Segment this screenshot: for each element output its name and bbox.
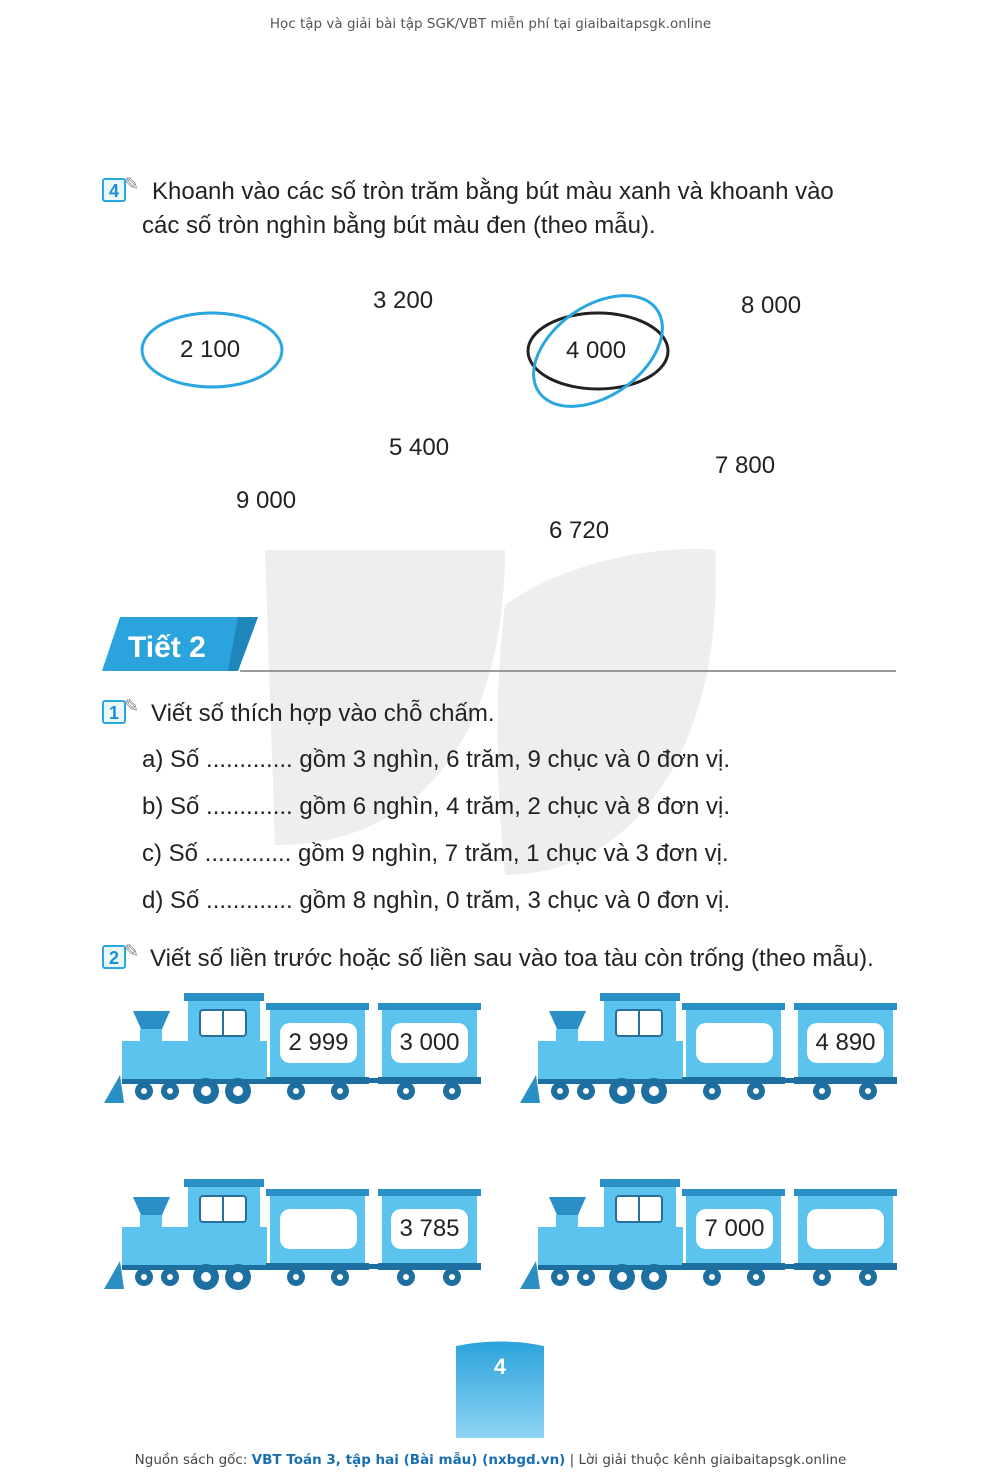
exercise-1-title: Viết số thích hợp vào chỗ chấm. [151, 700, 495, 727]
footer-suffix: | Lời giải thuộc kênh giaibaitapsgk.online [565, 1452, 847, 1468]
train-car-1-number [696, 1023, 773, 1063]
number-4000: 4 000 [566, 337, 627, 364]
exercise-2-title: Viết số liền trước hoặc số liền sau vào toa tàu còn trống (theo mẫu). [150, 945, 874, 972]
exercise-1-number-icon: 1 [102, 700, 126, 724]
pencil-icon: ✎ [124, 941, 140, 961]
train [100, 1179, 485, 1294]
number-3200: 3 200 [373, 287, 434, 314]
train [100, 993, 485, 1108]
number-5400: 5 400 [389, 434, 450, 461]
train-car-1-number: 2 999 [280, 1023, 357, 1063]
exercise-1-item-a: a) Số ............. gồm 3 nghìn, 6 trăm, 9 chục và 0 đơn vị. [142, 746, 731, 773]
exercise-2-number-icon: 2 [102, 945, 126, 969]
number-7800: 7 800 [715, 452, 776, 479]
section-title: Tiết 2 [128, 631, 206, 664]
train [516, 1179, 901, 1294]
locomotive [104, 1179, 267, 1290]
exercise-1-item-d: d) Số ............. gồm 8 nghìn, 0 trăm, 3 chục và 0 đơn vị. [142, 887, 731, 914]
locomotive [520, 993, 683, 1104]
header-note: Học tập và giải bài tập SGK/VBT miễn phí tại giaibaitapsgk.online [269, 16, 712, 32]
exercise-4-line1: Khoanh vào các số tròn trăm bằng bút màu xanh và khoanh vào [152, 178, 834, 205]
train [516, 993, 901, 1108]
number-2100: 2 100 [180, 336, 241, 363]
locomotive [520, 1179, 683, 1290]
exercise-1-item-c: c) Số ............. gồm 9 nghìn, 7 trăm, 1 chục và 3 đơn vị. [142, 840, 729, 867]
exercise-4-number-icon: 4 [102, 178, 126, 202]
number-8000: 8 000 [741, 292, 802, 319]
train-car-2-number: 3 000 [391, 1023, 468, 1063]
train-car-2-number: 4 890 [807, 1023, 884, 1063]
exercise-1-item-b: b) Số ............. gồm 6 nghìn, 4 trăm, 2 chục và 8 đơn vị. [142, 793, 731, 820]
exercise-4-line2: các số tròn nghìn bằng bút màu đen (theo mẫu). [142, 212, 656, 239]
pencil-icon: ✎ [124, 696, 140, 716]
number-9000: 9 000 [236, 487, 297, 514]
footer-note [0, 1452, 981, 1468]
page-number: 4 [493, 1354, 507, 1379]
train-car-2-number [807, 1209, 884, 1249]
train-car-1-number [280, 1209, 357, 1249]
locomotive [104, 993, 267, 1104]
footer-source-link[interactable]: VBT Toán 3, tập hai (Bài mẫu) (nxbgd.vn) [251, 1452, 566, 1468]
watermark-logo [255, 545, 725, 945]
circle-annotations [0, 0, 981, 600]
number-6720: 6 720 [549, 517, 610, 544]
section-divider [240, 670, 896, 672]
train-car-1-number: 7 000 [696, 1209, 773, 1249]
pencil-icon: ✎ [124, 174, 140, 194]
train-car-2-number: 3 785 [391, 1209, 468, 1249]
footer-prefix: Nguồn sách gốc: [134, 1452, 252, 1468]
